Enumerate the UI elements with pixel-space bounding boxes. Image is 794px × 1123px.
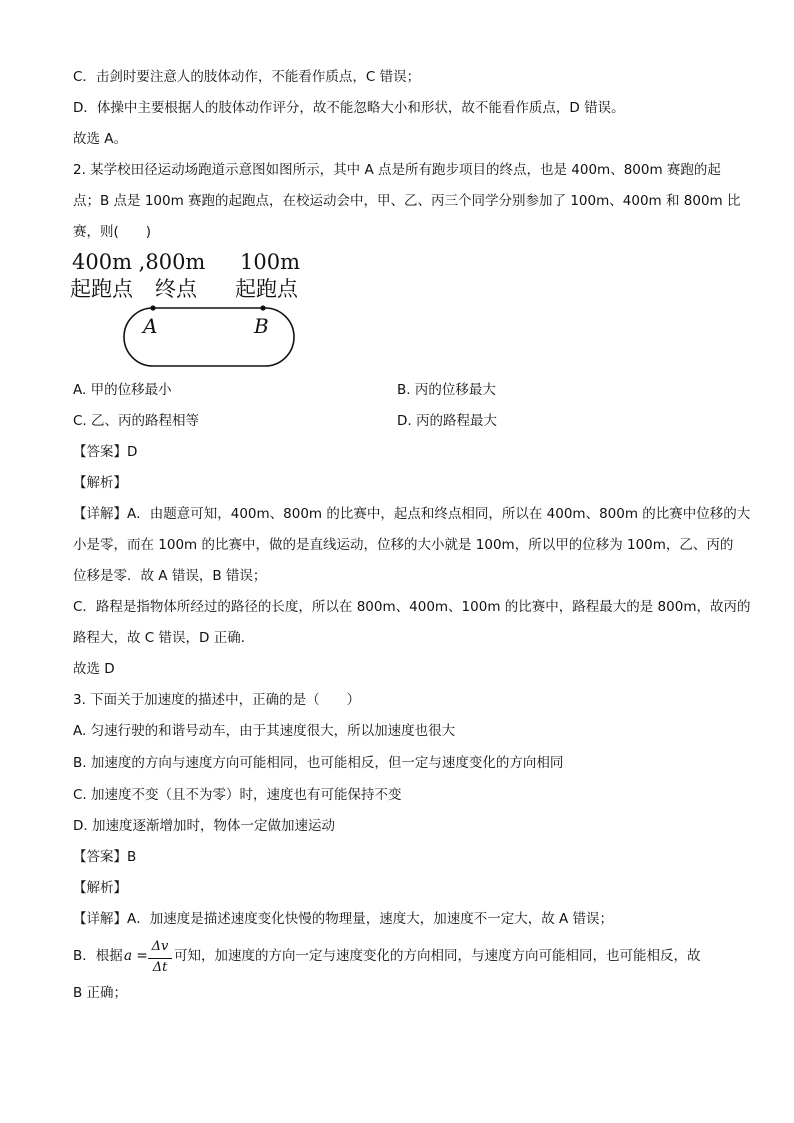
question-2-stem: 2. 某学校田径运动场跑道示意图如图所示，其中 A 点是所有跑步项目的终点，也是 400m、800m 赛跑的起 bbox=[73, 162, 721, 178]
fraction-bar bbox=[148, 958, 172, 959]
explanation-line: C．路程是指物体所经过的路径的长度，所以在 800m、400m、100m 的比赛中，路程最大的是 800m，故丙的 bbox=[73, 599, 751, 615]
option-c: C. 乙、丙的路程相等 bbox=[73, 413, 200, 429]
analysis-label: 【解析】 bbox=[73, 880, 127, 896]
track-diagram bbox=[68, 248, 318, 373]
formula-lhs: a = bbox=[124, 948, 148, 964]
option-b: B. 加速度的方向与速度方向可能相同，也可能相反，但一定与速度变化的方向相同 bbox=[73, 755, 564, 771]
explanation-line-post: 可知，加速度的方向一定与速度变化的方向相同，与速度方向可能相同，也可能相反，故 bbox=[174, 948, 701, 964]
explanation-line: 位移是零．故 A 错误，B 错误； bbox=[73, 568, 267, 584]
diagram-label-start-left: 起跑点 bbox=[70, 277, 133, 301]
option-b: B. 丙的位移最大 bbox=[397, 382, 496, 398]
question-2-stem: 点；B 点是 100m 赛跑的起跑点，在校运动会中，甲、乙、丙三个同学分别参加了 100m、400m 和 800m 比 bbox=[73, 193, 741, 209]
explanation-line: 【详解】A．加速度是描述速度变化快慢的物理量，速度大，加速度不一定大，故 A 错误； bbox=[73, 911, 614, 927]
explanation-line: 路程大，故 C 错误，D 正确． bbox=[73, 630, 255, 646]
formula-denominator: Δt bbox=[152, 960, 168, 975]
text-line: 故选 A。 bbox=[73, 131, 128, 147]
diagram-label-100m: 100m bbox=[240, 250, 300, 274]
point-a-label: A bbox=[143, 314, 158, 338]
formula-numerator: Δv bbox=[151, 939, 169, 954]
option-a: A. 甲的位移最小 bbox=[73, 382, 172, 398]
formula-fraction bbox=[146, 939, 174, 979]
answer-label: 【答案】D bbox=[73, 444, 138, 460]
explanation-line: 【详解】A．由题意可知，400m、800m 的比赛中，起点和终点相同，所以在 400m、800m 的比赛中位移的大 bbox=[73, 506, 751, 522]
option-d: D. 加速度逐渐增加时，物体一定做加速运动 bbox=[73, 818, 335, 834]
question-3-stem: 3. 下面关于加速度的描述中，正确的是（ ） bbox=[73, 692, 361, 708]
text-line: C．击剑时要注意人的肢体动作，不能看作质点，C 错误； bbox=[73, 69, 421, 85]
analysis-label: 【解析】 bbox=[73, 475, 127, 491]
option-a: A. 匀速行驶的和谐号动车，由于其速度很大，所以加速度也很大 bbox=[73, 723, 456, 739]
question-2-stem: 赛，则( ) bbox=[73, 224, 152, 240]
point-b-dot bbox=[260, 305, 265, 310]
text-line: D．体操中主要根据人的肢体动作评分，故不能忽略大小和形状，故不能看作质点，D 错误。 bbox=[73, 100, 625, 116]
option-c: C. 加速度不变（且不为零）时，速度也有可能保持不变 bbox=[73, 787, 402, 803]
answer-label: 【答案】B bbox=[73, 849, 137, 865]
point-a-dot bbox=[150, 305, 155, 310]
explanation-line: 小是零，而在 100m 的比赛中，做的是直线运动，位移的大小就是 100m，所以甲的位移为 100m，乙、丙的 bbox=[73, 537, 734, 553]
selection-line: 故选 D bbox=[73, 661, 115, 677]
explanation-line: B 正确； bbox=[73, 985, 128, 1001]
diagram-label-finish: 终点 bbox=[155, 277, 197, 301]
diagram-label-start-right: 起跑点 bbox=[235, 277, 298, 301]
diagram-label-400m-800m: 400m ,800m bbox=[72, 250, 206, 274]
explanation-line-pre: B．根据 bbox=[73, 948, 123, 964]
point-b-label: B bbox=[254, 314, 269, 338]
option-d: D. 丙的路程最大 bbox=[397, 413, 497, 429]
